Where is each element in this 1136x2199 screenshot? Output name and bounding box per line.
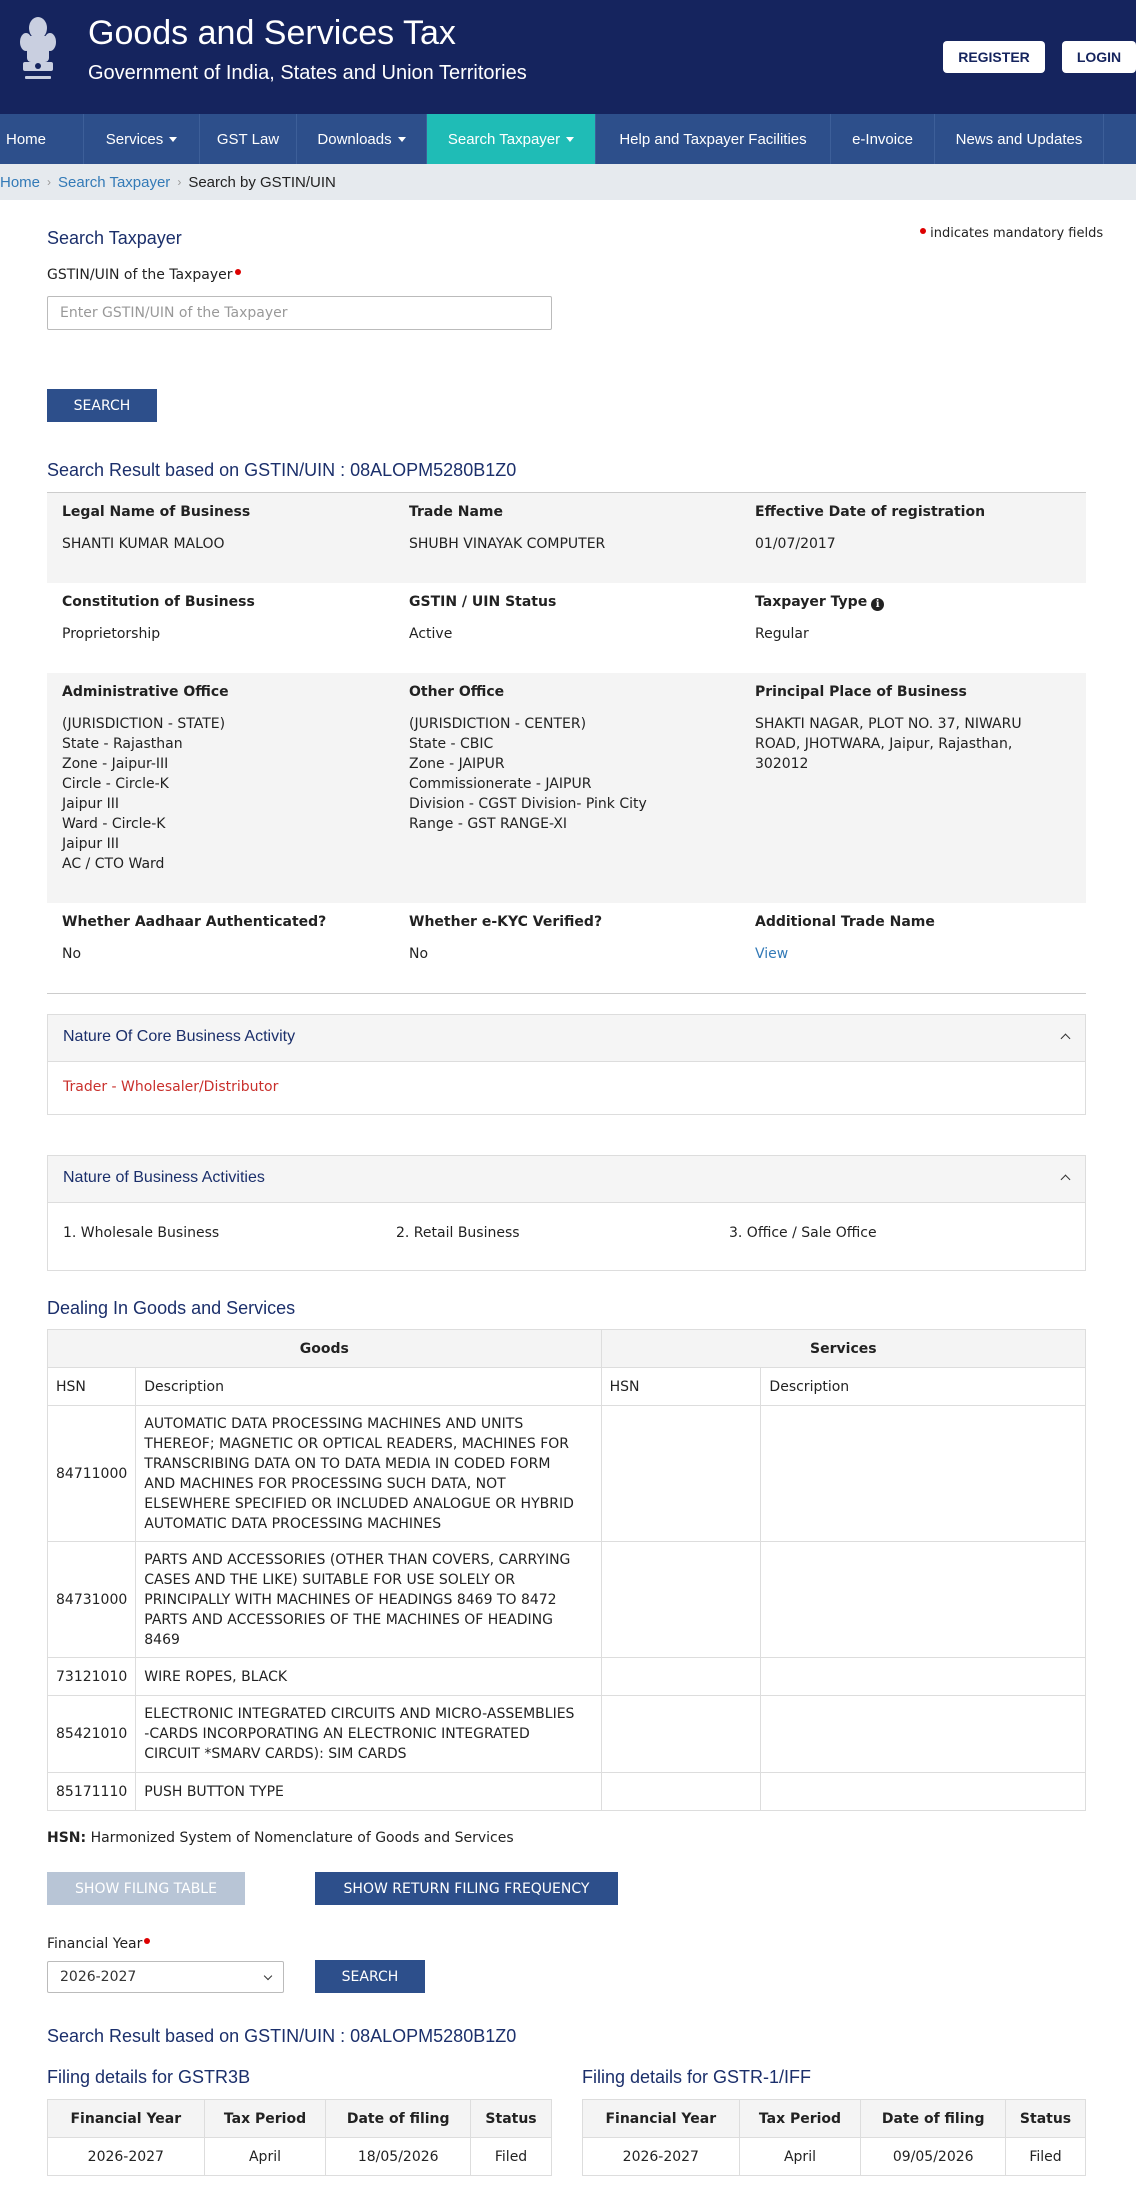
site-header bbox=[0, 0, 1136, 114]
caret-down-icon bbox=[566, 137, 574, 142]
breadcrumb bbox=[0, 164, 1136, 200]
services-desc-col: Description bbox=[761, 1368, 1086, 1406]
main-nav bbox=[0, 114, 1136, 164]
status-cell: Filed bbox=[1006, 2138, 1086, 2176]
col-tax-period: Tax Period bbox=[204, 2100, 326, 2138]
financial-year-label: Financial Year bbox=[47, 1936, 150, 1952]
desc-cell: AUTOMATIC DATA PROCESSING MACHINES AND UNITS THEREOF; MAGNETIC OR OPTICAL READERS, MACHINES FOR TRANSCRIBING DATA ON TO DATA MEDIA IN CODED FORM AND MACHINES FOR PROCESSING SUCH DATA, NOT ELSEWHERE SPECIFIED OR INCLUDED ANALOGUE OR HYBRID AUTOMATIC DATA PROCESSING MACHINES bbox=[136, 1406, 601, 1542]
empty-cell bbox=[761, 1658, 1086, 1696]
nav-item-gst-law[interactable]: GST Law bbox=[200, 114, 297, 164]
hsn-note: HSN: Harmonized System of Nomenclature of Goods and Services bbox=[47, 1830, 514, 1846]
hsn-cell: 85171110 bbox=[48, 1773, 136, 1811]
empty-cell bbox=[601, 1406, 761, 1542]
caret-down-icon bbox=[398, 137, 406, 142]
financial-year-search-button[interactable]: SEARCH bbox=[315, 1960, 425, 1993]
desc-cell: PUSH BUTTON TYPE bbox=[136, 1773, 601, 1811]
nav-item-help[interactable]: Help and Taxpayer Facilities bbox=[596, 114, 831, 164]
gstin-field-label: GSTIN/UIN of the Taxpayer bbox=[47, 267, 241, 283]
hsn-cell: 73121010 bbox=[48, 1658, 136, 1696]
other-office-heading: Other Office bbox=[409, 684, 505, 700]
filing-result-title: Search Result based on GSTIN/UIN : 08ALOPM5280B1Z0 bbox=[47, 2026, 517, 2046]
required-dot-icon bbox=[144, 1938, 150, 1944]
empty-cell bbox=[601, 1773, 761, 1811]
gstr3b-table bbox=[47, 2099, 552, 2176]
desc-cell: PARTS AND ACCESSORIES (OTHER THAN COVERS, CARRYING CASES AND THE LIKE) SUITABLE FOR USE SOLELY OR PRINCIPALLY WITH MACHINES OF HEADINGS 8469 TO 8472 PARTS AND ACCESSORIES OF THE MACHINES OF HEADING 8469 bbox=[136, 1542, 601, 1658]
core-activity-title: Nature Of Core Business Activity bbox=[63, 1028, 296, 1045]
other-office-value: (JURISDICTION - CENTER) State - CBIC Zone - JAIPUR Commissionerate - JAIPUR Division - CGST Division- Pink City Range - GST RANGE-XI bbox=[409, 716, 647, 832]
business-activities-body bbox=[48, 1203, 1085, 1270]
result-row-3 bbox=[47, 673, 1086, 903]
status-cell: Filed bbox=[471, 2138, 552, 2176]
goods-hsn-col: HSN bbox=[48, 1368, 136, 1406]
aadhaar-value: No bbox=[62, 946, 82, 962]
core-activity-body bbox=[48, 1062, 1085, 1114]
core-activity-panel bbox=[47, 1014, 1086, 1115]
constitution-value: Proprietorship bbox=[62, 626, 161, 642]
empty-cell bbox=[601, 1658, 761, 1696]
breadcrumb-search-taxpayer-link[interactable]: Search Taxpayer bbox=[58, 173, 171, 191]
list-item: 3. Office / Sale Office bbox=[729, 1225, 877, 1241]
site-subtitle: Government of India, States and Union Territories bbox=[88, 62, 527, 84]
goods-header: Goods bbox=[48, 1330, 602, 1368]
business-activities-panel bbox=[47, 1155, 1086, 1271]
chevron-up-icon[interactable] bbox=[1061, 1175, 1071, 1185]
table-row bbox=[48, 2138, 552, 2176]
caret-down-icon bbox=[169, 137, 177, 142]
empty-cell bbox=[601, 1696, 761, 1773]
dealing-title: Dealing In Goods and Services bbox=[47, 1298, 296, 1318]
taxpayer-type-value: Regular bbox=[755, 626, 809, 642]
nav-item-home[interactable]: Home bbox=[0, 114, 84, 164]
empty-cell bbox=[601, 1542, 761, 1658]
fy-cell: 2026-2027 bbox=[48, 2138, 205, 2176]
breadcrumb-home-link[interactable]: Home bbox=[0, 173, 41, 191]
services-header: Services bbox=[601, 1330, 1085, 1368]
gstin-input[interactable] bbox=[47, 296, 552, 330]
financial-year-select[interactable]: 2026-2027 bbox=[47, 1961, 284, 1993]
show-return-filing-frequency-button[interactable]: SHOW RETURN FILING FREQUENCY bbox=[315, 1872, 618, 1905]
admin-office-value: (JURISDICTION - STATE) State - Rajasthan Zone - Jaipur-III Circle - Circle-K Jaipur III Ward - Circle-K Jaipur III AC / CTO Ward bbox=[62, 716, 226, 872]
empty-cell bbox=[761, 1773, 1086, 1811]
aadhaar-heading: Whether Aadhaar Authenticated? bbox=[62, 914, 327, 930]
col-status: Status bbox=[471, 2100, 552, 2138]
gstin-status-value: Active bbox=[409, 626, 453, 642]
empty-cell bbox=[761, 1406, 1086, 1542]
col-financial-year: Financial Year bbox=[583, 2100, 740, 2138]
result-row-4 bbox=[47, 903, 1086, 993]
goods-services-table bbox=[47, 1329, 1086, 1811]
breadcrumb-separator-icon: › bbox=[177, 175, 182, 189]
services-hsn-col: HSN bbox=[601, 1368, 761, 1406]
date-cell: 18/05/2026 bbox=[326, 2138, 471, 2176]
core-activity-value: Trader - Wholesaler/Distributor bbox=[63, 1079, 279, 1095]
desc-cell: ELECTRONIC INTEGRATED CIRCUITS AND MICRO-ASSEMBLIES -CARDS INCORPORATING AN ELECTRONIC INTEGRATED CIRCUIT *SMARV CARDS): SIM CARDS bbox=[136, 1696, 601, 1773]
additional-trade-heading: Additional Trade Name bbox=[755, 914, 935, 930]
effective-date-heading: Effective Date of registration bbox=[755, 504, 986, 520]
breadcrumb-separator-icon: › bbox=[47, 175, 52, 189]
col-date-of-filing: Date of filing bbox=[326, 2100, 471, 2138]
hsn-cell: 84711000 bbox=[48, 1406, 136, 1542]
search-title: Search Taxpayer bbox=[47, 228, 182, 248]
additional-trade-view-link[interactable]: View bbox=[755, 946, 789, 962]
taxpayer-type-heading: Taxpayer Type i bbox=[755, 594, 884, 611]
result-title: Search Result based on GSTIN/UIN : 08ALOPM5280B1Z0 bbox=[47, 460, 517, 480]
admin-office-heading: Administrative Office bbox=[62, 684, 229, 700]
legal-name-heading: Legal Name of Business bbox=[62, 504, 251, 520]
business-activities-panel-header[interactable] bbox=[48, 1156, 1085, 1203]
ekyc-heading: Whether e-KYC Verified? bbox=[409, 914, 603, 930]
national-emblem-icon bbox=[16, 14, 60, 88]
nav-item-downloads[interactable]: Downloads bbox=[297, 114, 427, 164]
register-button[interactable]: REGISTER bbox=[943, 41, 1045, 73]
fy-cell: 2026-2027 bbox=[583, 2138, 740, 2176]
info-icon[interactable]: i bbox=[871, 598, 884, 611]
business-activities-title: Nature of Business Activities bbox=[63, 1169, 265, 1186]
ppob-heading: Principal Place of Business bbox=[755, 684, 967, 700]
period-cell: April bbox=[739, 2138, 861, 2176]
chevron-up-icon[interactable] bbox=[1061, 1034, 1071, 1044]
divider bbox=[47, 993, 1086, 994]
gstr1-table bbox=[582, 2099, 1086, 2176]
legal-name-value: SHANTI KUMAR MALOO bbox=[62, 536, 225, 552]
search-button[interactable]: SEARCH bbox=[47, 389, 157, 422]
desc-cell: WIRE ROPES, BLACK bbox=[136, 1658, 601, 1696]
nav-item-search-taxpayer[interactable]: Search Taxpayer bbox=[427, 114, 596, 164]
gstr3b-title: Filing details for GSTR3B bbox=[47, 2067, 251, 2087]
date-cell: 09/05/2026 bbox=[861, 2138, 1006, 2176]
login-button[interactable]: LOGIN bbox=[1062, 41, 1136, 73]
table-row bbox=[48, 1696, 1086, 1773]
breadcrumb-current: Search by GSTIN/UIN bbox=[188, 173, 336, 191]
trade-name-heading: Trade Name bbox=[409, 504, 504, 520]
nav-item-services[interactable]: Services bbox=[84, 114, 200, 164]
nav-item-news[interactable]: News and Updates bbox=[935, 114, 1104, 164]
constitution-heading: Constitution of Business bbox=[62, 594, 255, 610]
table-row bbox=[48, 1406, 1086, 1542]
gstr1-title: Filing details for GSTR-1/IFF bbox=[582, 2067, 812, 2087]
site-title: Goods and Services Tax bbox=[88, 14, 456, 52]
col-financial-year: Financial Year bbox=[48, 2100, 205, 2138]
effective-date-value: 01/07/2017 bbox=[755, 536, 836, 552]
required-dot-icon bbox=[235, 269, 241, 275]
ppob-value: SHAKTI NAGAR, PLOT NO. 37, NIWARU ROAD, JHOTWARA, Jaipur, Rajasthan, 302012 bbox=[755, 716, 1022, 772]
empty-cell bbox=[761, 1696, 1086, 1773]
required-dot-icon bbox=[920, 228, 926, 234]
core-activity-panel-header[interactable] bbox=[48, 1015, 1085, 1062]
hsn-cell: 84731000 bbox=[48, 1542, 136, 1658]
result-row-2 bbox=[47, 583, 1086, 673]
col-tax-period: Tax Period bbox=[739, 2100, 861, 2138]
list-item: 1. Wholesale Business bbox=[63, 1225, 220, 1241]
nav-item-e-invoice[interactable]: e-Invoice bbox=[831, 114, 935, 164]
list-item: 2. Retail Business bbox=[396, 1225, 520, 1241]
show-filing-table-button[interactable]: SHOW FILING TABLE bbox=[47, 1872, 245, 1905]
period-cell: April bbox=[204, 2138, 326, 2176]
chevron-down-icon bbox=[264, 1972, 272, 1980]
gstin-status-heading: GSTIN / UIN Status bbox=[409, 594, 557, 610]
table-row bbox=[48, 1658, 1086, 1696]
empty-cell bbox=[761, 1542, 1086, 1658]
trade-name-value: SHUBH VINAYAK COMPUTER bbox=[409, 536, 606, 552]
goods-desc-col: Description bbox=[136, 1368, 601, 1406]
col-date-of-filing: Date of filing bbox=[861, 2100, 1006, 2138]
ekyc-value: No bbox=[409, 946, 429, 962]
hsn-cell: 85421010 bbox=[48, 1696, 136, 1773]
mandatory-note: indicates mandatory fields bbox=[918, 226, 1103, 241]
col-status: Status bbox=[1006, 2100, 1086, 2138]
table-row bbox=[48, 1773, 1086, 1811]
table-row bbox=[583, 2138, 1086, 2176]
table-row bbox=[48, 1542, 1086, 1658]
result-row-1 bbox=[47, 493, 1086, 583]
